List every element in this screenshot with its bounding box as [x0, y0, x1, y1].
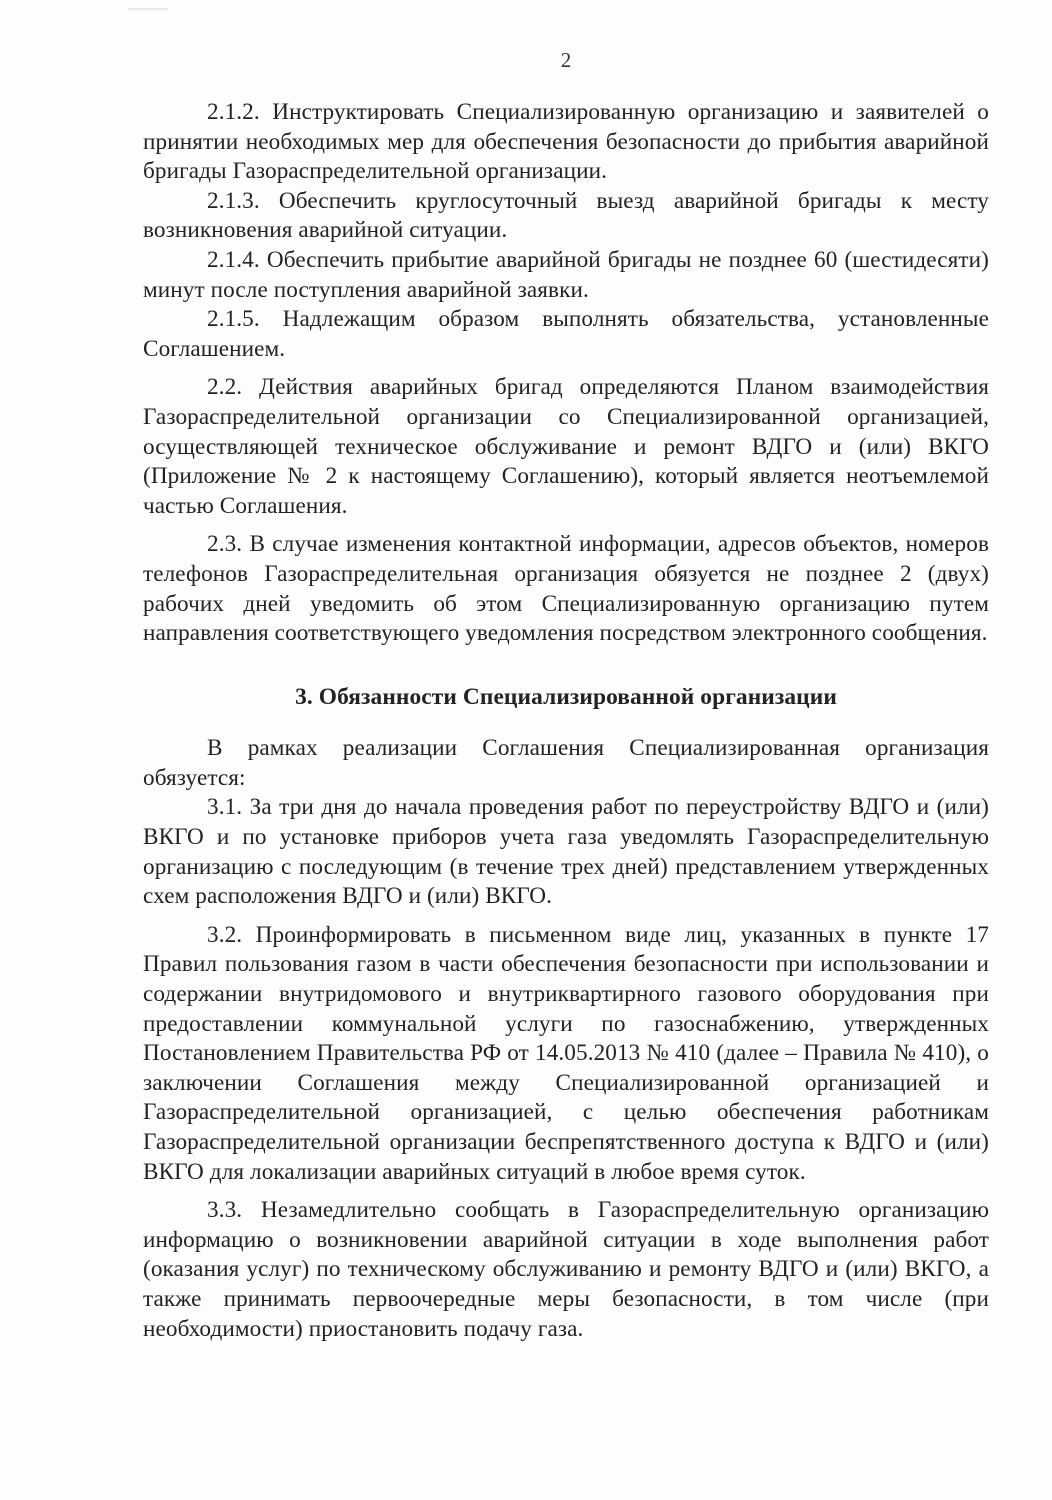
paragraph-3-1: 3.1. За три дня до начала проведения работ по переустройству ВДГО и (или) ВКГО и по установке приборов учета газа уведомлять Газораспределительную организацию с последующим (в течение трех дней) представлением утвержденных схем расположения ВДГО и (или) ВКГО. [143, 794, 989, 910]
paragraph-2-3: 2.3. В случае изменения контактной информации, адресов объектов, номеров телефонов Газораспределительная организация обязуется не позднее 2 (двух) рабочих дней уведомить об этом Специализированную организацию путем направления соответствующего уведомления посредством электронного сообщения. [143, 531, 989, 647]
paragraph-3-3: 3.3. Незамедлительно сообщать в Газораспределительную организацию информацию о возникновении аварийной ситуации в ходе выполнения работ (оказания услуг) по техническому обслуживанию и ремонту ВДГО и (или) ВКГО, а также принимать первоочередные меры безопасности, в том числе (при необходимости) приостановить подачу газа. [143, 1197, 989, 1342]
paragraph-2-2: 2.2. Действия аварийных бригад определяются Планом взаимодействия Газораспределительной организации со Специализированной организацией, осуществляющей техническое обслуживание и ремонт ВДГО и (или) ВКГО (Приложение № 2 к настоящему Соглашению), который является неотъемлемой частью Соглашения. [143, 374, 989, 519]
page-number: 2 [560, 48, 572, 72]
paragraph-2-1-4: 2.1.4. Обеспечить прибытие аварийной бригады не позднее 60 (шестидесяти) минут после поступления аварийной заявки. [143, 246, 989, 303]
paragraph-3-2: 3.2. Проинформировать в письменном виде лиц, указанных в пункте 17 Правил пользования газом в части обеспечения безопасности при использовании и содержании внутридомового и внутриквартирного газового оборудования при предоставлении коммунальной услуги по газоснабжению, утвержденных Постановлением Правительства РФ от 14.05.2013 № 410 (далее – Правила № 410), о заключении Соглашения между Специализированной организацией и Газораспределительной организацией, с целью обеспечения работникам Газораспределительной организации беспрепятственного доступа к ВДГО и (или) ВКГО для локализации аварийных ситуаций в любое время суток. [143, 921, 989, 1185]
paragraph-2-1-3: 2.1.3. Обеспечить круглосуточный выезд аварийной бригады к месту возникновения аварийной ситуации. [143, 187, 989, 244]
scan-mark [128, 8, 168, 10]
paragraph-2-1-2: 2.1.2. Инструктировать Специализированную организацию и заявителей о принятии необходимых мер для обеспечения безопасности до прибытия аварийной бригады Газораспределительной организации. [143, 99, 989, 185]
paragraph-2-1-5: 2.1.5. Надлежащим образом выполнять обязательства, установленные Соглашением. [143, 306, 989, 362]
section-3-heading: 3. Обязанности Специализированной организации [295, 683, 837, 710]
paragraph-3-intro: В рамках реализации Соглашения Специализированная организация обязуется: [143, 735, 989, 791]
document-body [143, 98, 989, 1344]
